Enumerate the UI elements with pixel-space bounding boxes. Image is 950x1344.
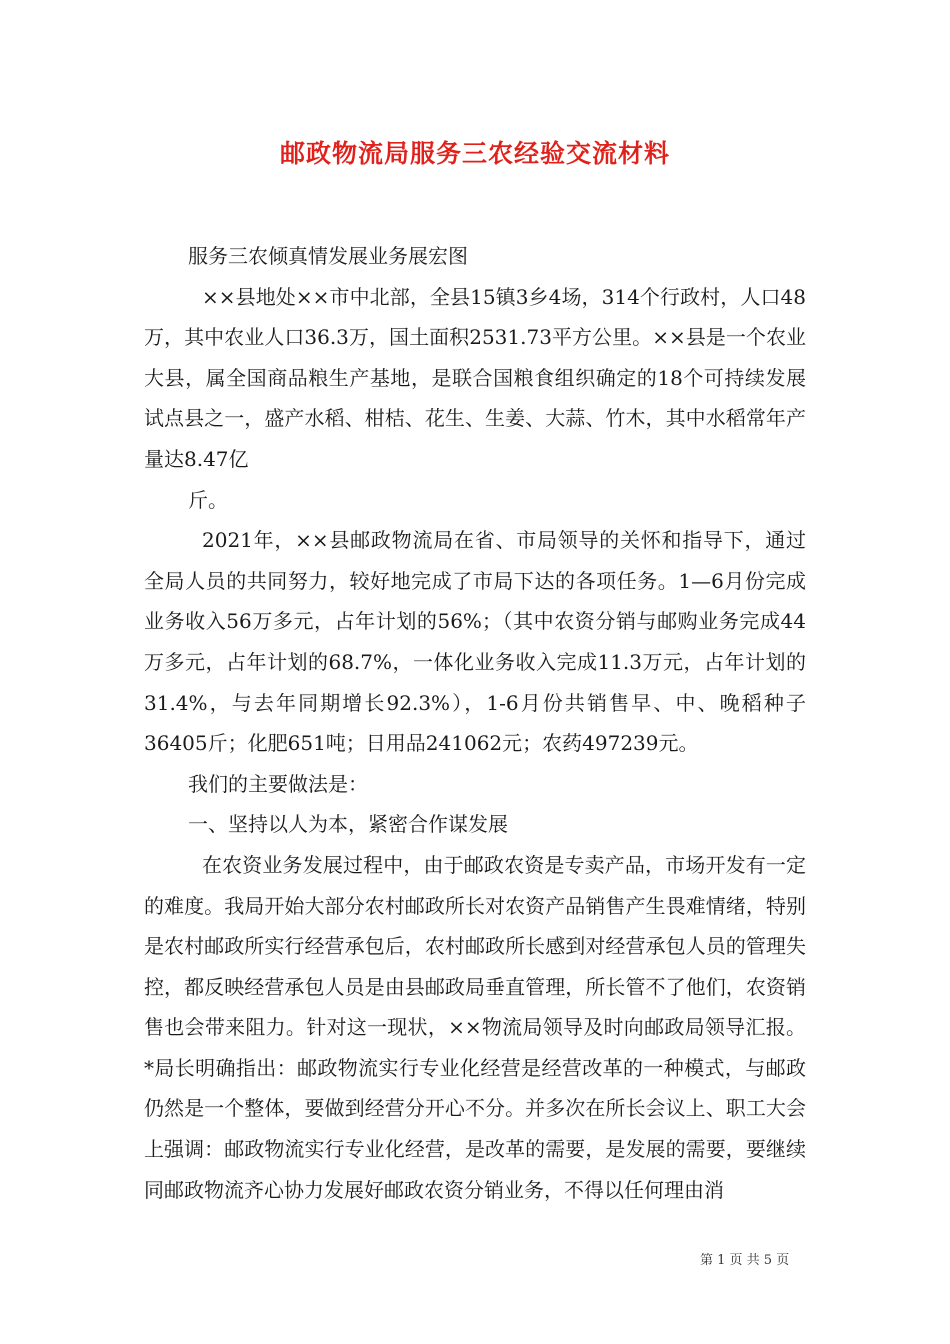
paragraph-main-methods: 我们的主要做法是： [188,771,368,796]
document-title: 邮政物流局服务三农经验交流材料 [279,139,670,168]
paragraph-continuation: 斤。 [188,487,228,512]
document-body [144,236,806,1210]
paragraph-2021-results: 2021年，××县邮政物流局在省、市局领导的关怀和指导下，通过全局人员的共同努力，较好地完成了市局下达的各项任务。1—6月份完成业务收入56万多元，占年计划的56%；（其中农资分销与邮购业务完成44万多元，占年计划的68.7%，一体化业务收入完成11.3万元，占年计划的31.4%，与去年同期增长92.3%），1-6月份共销售早、中、晚稻种子36405斤；化肥651吨；日用品241062元；农药497239元。 [144,528,806,756]
paragraph-county-overview: ××县地处××市中北部，全县15镇3乡4场，314个行政村，人口48万，其中农业人口36.3万，国土面积2531.73平方公里。××县是一个农业大县，属全国商品粮生产基地，是联合国粮食组织确定的18个可持续发展试点县之一，盛产水稻、柑桔、花生、生姜、大蒜、竹木，其中水稻常年产量达8.47亿 [144,284,806,471]
page-number: 第 1 页 共 5 页 [700,1253,790,1268]
section-subtitle: 服务三农倾真情发展业务展宏图 [188,244,468,268]
section-heading-1: 一、坚持以人为本，紧密合作谋发展 [188,812,508,837]
paragraph-agri-supplies: 在农资业务发展过程中，由于邮政农资是专卖产品，市场开发有一定的难度。我局开始大部分农村邮政所长对农资产品销售产生畏难情绪，特别是农村邮政所实行经营承包后，农村邮政所长感到对经营承包人员的管理失控，都反映经营承包人员是由县邮政局垂直管理，所长管不了他们，农资销售也会带来阻力。针对这一现状，××物流局领导及时向邮政局领导汇报。*局长明确指出：邮政物流实行专业化经营是经营改革的一种模式，与邮政仍然是一个整体，要做到经营分开心不分。并多次在所长会议上、职工大会上强调：邮政物流实行专业化经营，是改革的需要，是发展的需要，要继续同邮政物流齐心协力发展好邮政农资分销业务，不得以任何理由消 [144,852,806,1202]
